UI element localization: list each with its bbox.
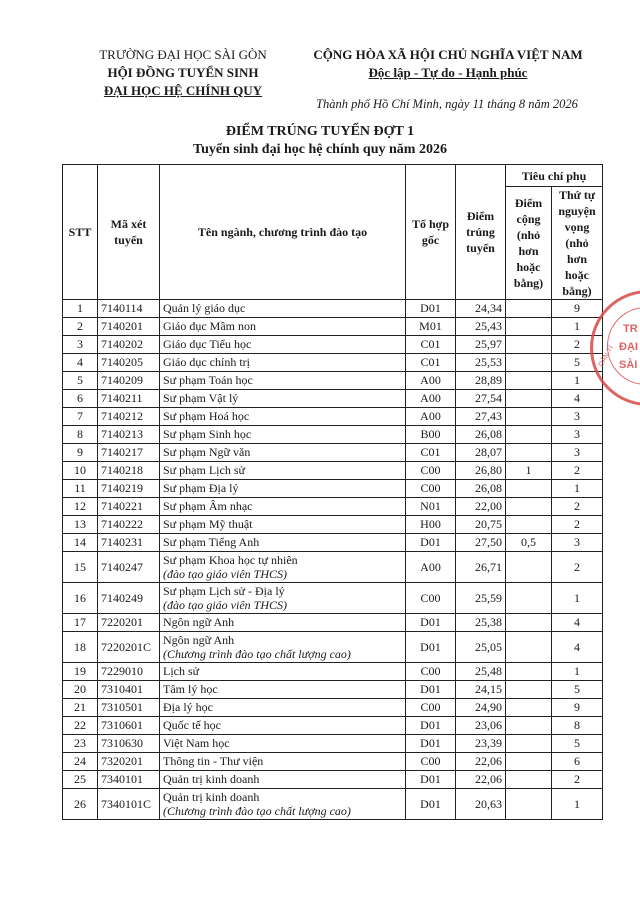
bonus-cell: [506, 516, 552, 534]
table-row: [63, 444, 603, 462]
program-name: Sư phạm Lịch sử - Địa lý: [163, 584, 285, 598]
program-name: Giáo dục Mầm non: [163, 319, 256, 333]
order-cell: 1: [552, 318, 603, 336]
order-cell: 3: [552, 426, 603, 444]
program-name: Sư phạm Sinh học: [163, 427, 252, 441]
stt-cell: 9: [63, 444, 98, 462]
stt-cell: 2: [63, 318, 98, 336]
stt-cell: 15: [63, 552, 98, 583]
name-cell: [160, 426, 406, 444]
stt-cell: 3: [63, 336, 98, 354]
order-cell: 2: [552, 552, 603, 583]
bonus-cell: [506, 789, 552, 820]
order-cell: 1: [552, 372, 603, 390]
score-cell: 26,08: [456, 480, 506, 498]
bonus-cell: [506, 336, 552, 354]
combo-cell: C01: [406, 354, 456, 372]
combo-cell: C00: [406, 480, 456, 498]
name-cell: [160, 444, 406, 462]
name-cell: [160, 552, 406, 583]
name-cell: [160, 336, 406, 354]
combo-cell: D01: [406, 632, 456, 663]
name-cell: [160, 516, 406, 534]
order-cell: 3: [552, 408, 603, 426]
col-header-name: Tên ngành, chương trình đào tạo: [160, 165, 406, 300]
score-cell: 25,53: [456, 354, 506, 372]
seal-text-2: ĐẠI: [619, 341, 638, 353]
table-row: [63, 480, 603, 498]
combo-cell: A00: [406, 372, 456, 390]
score-cell: 24,34: [456, 300, 506, 318]
program-name: Ngôn ngữ Anh: [163, 615, 235, 629]
bonus-cell: [506, 717, 552, 735]
stt-cell: 10: [63, 462, 98, 480]
order-cell: 4: [552, 390, 603, 408]
stt-cell: 11: [63, 480, 98, 498]
bonus-cell: [506, 300, 552, 318]
table-row: [63, 390, 603, 408]
program-name: Sư phạm Âm nhạc: [163, 499, 253, 513]
order-cell: 3: [552, 534, 603, 552]
name-cell: [160, 735, 406, 753]
program-name: Ngôn ngữ Anh: [163, 633, 235, 647]
score-cell: 24,15: [456, 681, 506, 699]
program-name: Sư phạm Ngữ văn: [163, 445, 251, 459]
table-row: [63, 372, 603, 390]
code-cell: 7220201C: [98, 632, 160, 663]
code-cell: 7140205: [98, 354, 160, 372]
code-cell: 7140247: [98, 552, 160, 583]
name-cell: [160, 699, 406, 717]
name-cell: [160, 771, 406, 789]
order-cell: 2: [552, 771, 603, 789]
program-note: (đào tạo giáo viên THCS): [163, 598, 287, 612]
name-cell: [160, 372, 406, 390]
score-cell: 23,06: [456, 717, 506, 735]
score-cell: 25,97: [456, 336, 506, 354]
stt-cell: 18: [63, 632, 98, 663]
combo-cell: M01: [406, 318, 456, 336]
score-cell: 27,43: [456, 408, 506, 426]
bonus-cell: [506, 753, 552, 771]
name-cell: [160, 354, 406, 372]
program-name: Thông tin - Thư viện: [163, 754, 264, 768]
order-cell: 2: [552, 462, 603, 480]
code-cell: 7220201: [98, 614, 160, 632]
stt-cell: 25: [63, 771, 98, 789]
combo-cell: C00: [406, 663, 456, 681]
score-cell: 20,63: [456, 789, 506, 820]
score-cell: 25,38: [456, 614, 506, 632]
combo-cell: D01: [406, 789, 456, 820]
name-cell: [160, 408, 406, 426]
seal-text-1: TR: [623, 323, 638, 335]
bonus-cell: [506, 480, 552, 498]
council-name: HỘI ĐỒNG TUYỂN SINH: [107, 65, 259, 80]
code-cell: 7140211: [98, 390, 160, 408]
order-cell: 6: [552, 753, 603, 771]
table-row: [63, 753, 603, 771]
score-cell: 26,80: [456, 462, 506, 480]
bonus-cell: [506, 632, 552, 663]
table-row: [63, 408, 603, 426]
program-name: Sư phạm Hoá học: [163, 409, 250, 423]
code-cell: 7140217: [98, 444, 160, 462]
order-cell: 5: [552, 681, 603, 699]
bonus-cell: [506, 681, 552, 699]
combo-cell: D01: [406, 300, 456, 318]
bonus-cell: [506, 408, 552, 426]
program-name: Lịch sử: [163, 664, 200, 678]
combo-cell: D01: [406, 717, 456, 735]
stt-cell: 8: [63, 426, 98, 444]
bonus-cell: [506, 552, 552, 583]
name-cell: [160, 318, 406, 336]
score-cell: 26,71: [456, 552, 506, 583]
table-row: [63, 735, 603, 753]
combo-cell: C00: [406, 753, 456, 771]
stt-cell: 23: [63, 735, 98, 753]
table-row: [63, 771, 603, 789]
admission-score-table: [62, 164, 603, 820]
order-cell: 1: [552, 663, 603, 681]
seal-text-3: SÀI: [619, 359, 638, 371]
stt-cell: 21: [63, 699, 98, 717]
order-cell: 8: [552, 717, 603, 735]
bonus-cell: 1: [506, 462, 552, 480]
bonus-cell: [506, 583, 552, 614]
issue-date: Thành phố Hồ Chí Minh, ngày 11 tháng 8 năm 2026: [316, 97, 578, 111]
score-cell: 23,39: [456, 735, 506, 753]
combo-cell: D01: [406, 771, 456, 789]
col-header-criteria: Tiêu chí phụ: [506, 165, 603, 187]
code-cell: 7140202: [98, 336, 160, 354]
score-cell: 25,59: [456, 583, 506, 614]
combo-cell: D01: [406, 534, 456, 552]
score-cell: 28,07: [456, 444, 506, 462]
code-cell: 7140231: [98, 534, 160, 552]
program-name: Quốc tế học: [163, 718, 221, 732]
bonus-cell: [506, 771, 552, 789]
program-name: Sư phạm Địa lý: [163, 481, 239, 495]
code-cell: 7140213: [98, 426, 160, 444]
document-title: ĐIỂM TRÚNG TUYỂN ĐỢT 1: [225, 124, 415, 139]
program-note: (Chương trình đào tạo chất lượng cao): [163, 804, 351, 818]
program-name: Sư phạm Lịch sử: [163, 463, 246, 477]
table-row: [63, 717, 603, 735]
stt-cell: 14: [63, 534, 98, 552]
bonus-cell: 0,5: [506, 534, 552, 552]
combo-cell: C00: [406, 462, 456, 480]
code-cell: 7140218: [98, 462, 160, 480]
col-header-order: Thứ tự nguyện vọng (nhỏ hơn hoặc bằng): [552, 187, 603, 300]
table-row: [63, 699, 603, 717]
combo-cell: B00: [406, 426, 456, 444]
order-cell: 1: [552, 583, 603, 614]
name-cell: [160, 480, 406, 498]
program-name: Sư phạm Tiếng Anh: [163, 535, 260, 549]
score-cell: 22,06: [456, 771, 506, 789]
name-cell: [160, 663, 406, 681]
name-cell: [160, 789, 406, 820]
program-note: (Chương trình đào tạo chất lượng cao): [163, 647, 351, 661]
table-row: [63, 789, 603, 820]
program-type: ĐẠI HỌC HỆ CHÍNH QUY: [103, 83, 263, 98]
code-cell: 7310601: [98, 717, 160, 735]
stt-cell: 6: [63, 390, 98, 408]
code-cell: 7310401: [98, 681, 160, 699]
code-cell: 7310630: [98, 735, 160, 753]
order-cell: 2: [552, 516, 603, 534]
score-cell: 27,54: [456, 390, 506, 408]
code-cell: 7140209: [98, 372, 160, 390]
stt-cell: 13: [63, 516, 98, 534]
combo-cell: H00: [406, 516, 456, 534]
stt-cell: 24: [63, 753, 98, 771]
name-cell: [160, 390, 406, 408]
code-cell: 7140201: [98, 318, 160, 336]
name-cell: [160, 534, 406, 552]
program-name: Giáo dục chính trị: [163, 355, 250, 369]
name-cell: [160, 583, 406, 614]
bonus-cell: [506, 354, 552, 372]
program-name: Sư phạm Vật lý: [163, 391, 239, 405]
code-cell: 7310501: [98, 699, 160, 717]
university-name: TRƯỜNG ĐẠI HỌC SÀI GÒN: [99, 47, 267, 62]
bonus-cell: [506, 663, 552, 681]
order-cell: 3: [552, 444, 603, 462]
program-name: Quản trị kinh doanh: [163, 790, 260, 804]
table-row: [63, 681, 603, 699]
program-note: (đào tạo giáo viên THCS): [163, 567, 287, 581]
table-row: [63, 632, 603, 663]
header-right: [298, 46, 598, 82]
bonus-cell: [506, 372, 552, 390]
table-row: [63, 534, 603, 552]
table-row: [63, 336, 603, 354]
table-row: [63, 663, 603, 681]
program-name: Địa lý học: [163, 700, 213, 714]
combo-cell: A00: [406, 552, 456, 583]
table-body: [63, 300, 603, 820]
name-cell: [160, 632, 406, 663]
program-name: Quản trị kinh doanh: [163, 772, 260, 786]
stt-cell: 7: [63, 408, 98, 426]
stt-cell: 22: [63, 717, 98, 735]
bonus-cell: [506, 318, 552, 336]
name-cell: [160, 462, 406, 480]
program-name: Giáo dục Tiểu học: [163, 337, 252, 351]
bonus-cell: [506, 735, 552, 753]
table-row: [63, 462, 603, 480]
program-name: Sư phạm Mỹ thuật: [163, 517, 253, 531]
seal-arc-text: DÂN TỈ: [597, 344, 616, 369]
stt-cell: 26: [63, 789, 98, 820]
national-title: CỘNG HÒA XÃ HỘI CHỦ NGHĨA VIỆT NAM: [313, 47, 583, 62]
stt-cell: 19: [63, 663, 98, 681]
stt-cell: 5: [63, 372, 98, 390]
table-row: [63, 318, 603, 336]
program-name: Tâm lý học: [163, 682, 218, 696]
code-cell: 7140249: [98, 583, 160, 614]
table-row: [63, 498, 603, 516]
bonus-cell: [506, 614, 552, 632]
stt-cell: 20: [63, 681, 98, 699]
combo-cell: D01: [406, 681, 456, 699]
code-cell: 7320201: [98, 753, 160, 771]
score-cell: 25,05: [456, 632, 506, 663]
combo-cell: C00: [406, 583, 456, 614]
table-row: [63, 516, 603, 534]
table-row: [63, 583, 603, 614]
table-row: [63, 300, 603, 318]
name-cell: [160, 753, 406, 771]
stt-cell: 16: [63, 583, 98, 614]
col-header-code: Mã xét tuyển: [98, 165, 160, 300]
table-row: [63, 426, 603, 444]
table-row: [63, 354, 603, 372]
score-cell: 26,08: [456, 426, 506, 444]
stt-cell: 4: [63, 354, 98, 372]
program-name: Sư phạm Khoa học tự nhiên: [163, 553, 298, 567]
score-cell: 25,43: [456, 318, 506, 336]
table-row: [63, 552, 603, 583]
bonus-cell: [506, 444, 552, 462]
score-cell: 22,00: [456, 498, 506, 516]
code-cell: 7229010: [98, 663, 160, 681]
score-cell: 24,90: [456, 699, 506, 717]
combo-cell: A00: [406, 408, 456, 426]
table-row: [63, 614, 603, 632]
bonus-cell: [506, 498, 552, 516]
score-cell: 27,50: [456, 534, 506, 552]
bonus-cell: [506, 390, 552, 408]
order-cell: 1: [552, 480, 603, 498]
name-cell: [160, 717, 406, 735]
code-cell: 7140212: [98, 408, 160, 426]
header-left: [88, 46, 278, 100]
col-header-bonus: Điểm cộng (nhỏ hơn hoặc bằng): [506, 187, 552, 300]
combo-cell: C01: [406, 336, 456, 354]
combo-cell: A00: [406, 390, 456, 408]
score-cell: 20,75: [456, 516, 506, 534]
order-cell: 9: [552, 699, 603, 717]
bonus-cell: [506, 426, 552, 444]
order-cell: 4: [552, 614, 603, 632]
order-cell: 1: [552, 789, 603, 820]
program-name: Quản lý giáo dục: [163, 301, 246, 315]
order-cell: 4: [552, 632, 603, 663]
stt-cell: 1: [63, 300, 98, 318]
combo-cell: C00: [406, 699, 456, 717]
code-cell: 7340101: [98, 771, 160, 789]
combo-cell: C01: [406, 444, 456, 462]
bonus-cell: [506, 699, 552, 717]
stt-cell: 12: [63, 498, 98, 516]
code-cell: 7340101C: [98, 789, 160, 820]
combo-cell: D01: [406, 735, 456, 753]
code-cell: 7140222: [98, 516, 160, 534]
code-cell: 7140221: [98, 498, 160, 516]
code-cell: 7140219: [98, 480, 160, 498]
score-cell: 28,89: [456, 372, 506, 390]
col-header-stt: STT: [63, 165, 98, 300]
order-cell: 5: [552, 354, 603, 372]
order-cell: 2: [552, 336, 603, 354]
order-cell: 9: [552, 300, 603, 318]
name-cell: [160, 614, 406, 632]
program-name: Sư phạm Toán học: [163, 373, 253, 387]
col-header-combo: Tổ hợp gốc: [406, 165, 456, 300]
national-motto: Độc lập - Tự do - Hạnh phúc: [368, 65, 528, 80]
combo-cell: N01: [406, 498, 456, 516]
program-name: Việt Nam học: [163, 736, 230, 750]
score-cell: 25,48: [456, 663, 506, 681]
order-cell: 5: [552, 735, 603, 753]
col-header-score: Điểm trúng tuyển: [456, 165, 506, 300]
name-cell: [160, 498, 406, 516]
stt-cell: 17: [63, 614, 98, 632]
name-cell: [160, 681, 406, 699]
code-cell: 7140114: [98, 300, 160, 318]
score-cell: 22,06: [456, 753, 506, 771]
combo-cell: D01: [406, 614, 456, 632]
document-subtitle: Tuyển sinh đại học hệ chính quy năm 2026: [193, 142, 447, 157]
name-cell: [160, 300, 406, 318]
order-cell: 2: [552, 498, 603, 516]
